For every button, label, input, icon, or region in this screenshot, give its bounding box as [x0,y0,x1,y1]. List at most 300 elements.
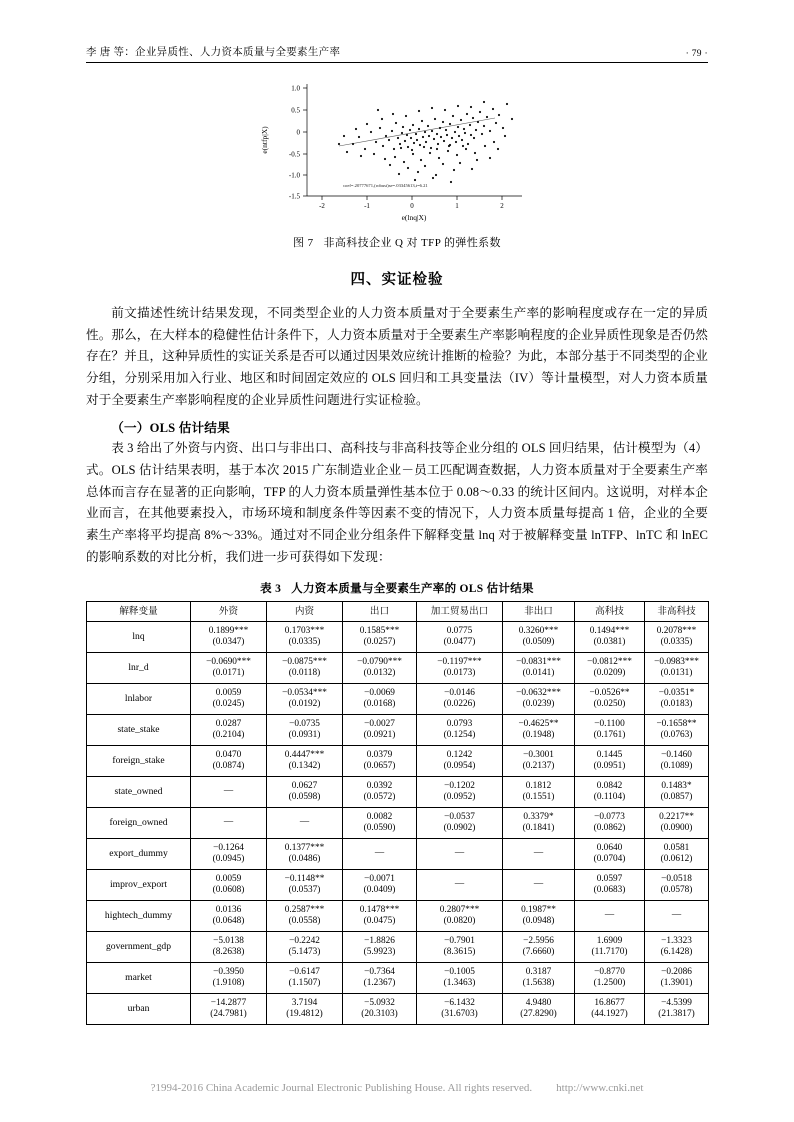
coefficient: −0.3950 [213,966,244,977]
table-cell [503,684,575,715]
row-variable: foreign_owned [87,808,191,839]
table-cell [575,653,645,684]
table-row [87,901,709,932]
table-cell [343,901,417,932]
row-variable: export_dummy [87,839,191,870]
coefficient: −0.0875*** [282,656,327,667]
ols-results-table [86,601,709,1025]
svg-text:1: 1 [455,202,459,210]
coefficient: — [671,910,682,921]
table-cell [417,901,503,932]
coefficient: 0.0842 [596,780,623,791]
std-error: (0.0902) [443,823,476,834]
column-header-0: 解释变量 [87,602,191,622]
copyright-text: ?1994-2016 China Academic Journal Electronic Publishing House. All rights reserved. [150,1082,533,1094]
table-cell [267,622,343,653]
std-error: (0.0381) [593,637,626,648]
std-error: (0.0820) [443,916,476,927]
coefficient: −6.1432 [444,997,475,1008]
table-cell [191,777,267,808]
coefficient: −0.0534*** [282,687,327,698]
coefficient: −0.0812*** [587,656,632,667]
std-error: (0.0704) [593,854,626,865]
table-header-row [87,602,709,622]
table-cell [575,932,645,963]
figure-caption [86,234,708,250]
table-cell [503,777,575,808]
coefficient: 0.0581 [663,842,690,853]
column-header-2: 内资 [267,602,343,622]
coefficient: 0.3187 [525,966,552,977]
figure-7-plot [247,74,547,224]
std-error: (0.0409) [363,885,396,896]
svg-text:-1.5: -1.5 [288,192,300,201]
coefficient: 0.2587*** [284,904,325,915]
svg-text:-0.5: -0.5 [288,150,300,159]
coefficient: 0.2807*** [439,904,480,915]
table-cell [267,746,343,777]
coefficient: 0.1483* [661,780,692,791]
table-cell [191,901,267,932]
svg-text:e(ntfp|X): e(ntfp|X) [260,126,269,154]
coefficient: 0.1242 [446,749,473,760]
coefficient: 0.1812 [525,780,552,791]
table-row [87,746,709,777]
std-error: (0.0951) [593,761,626,772]
std-error: (1.9108) [212,978,245,989]
table-cell [645,622,709,653]
table-cell [343,777,417,808]
table-cell [343,963,417,994]
table-cell [575,870,645,901]
std-error: (0.0683) [593,885,626,896]
table-cell [503,622,575,653]
coefficient: −5.0932 [364,997,395,1008]
std-error: (0.0874) [212,761,245,772]
footer-url: http://www.cnki.net [556,1082,644,1094]
table-cell [191,684,267,715]
coefficient: −0.1264 [213,842,244,853]
coefficient: −0.0069 [364,687,395,698]
running-head-title: 李 唐 等：企业异质性、人力资本质量与全要素生产率 [86,47,341,58]
coefficient: 0.0627 [291,780,318,791]
coefficient: 0.0793 [446,718,473,729]
table-title-text: 人力资本质量与全要素生产率的 OLS 估计结果 [291,583,534,596]
coefficient: −0.0027 [364,718,395,729]
std-error: (44.1927) [591,1009,628,1020]
std-error: (24.7981) [210,1009,247,1020]
table-cell [267,963,343,994]
std-error: (31.6703) [441,1009,478,1020]
std-error: (0.1948) [522,730,555,741]
std-error: (0.0183) [660,699,693,710]
row-variable: state_owned [87,777,191,808]
svg-text:-2: -2 [319,202,325,210]
std-error: (0.0657) [363,761,396,772]
coefficient: 0.0059 [215,873,242,884]
table-cell [417,653,503,684]
table-cell [503,963,575,994]
std-error: (5.1473) [288,947,321,958]
coefficient: 0.1445 [596,749,623,760]
coefficient: −0.7364 [364,966,395,977]
table-cell [645,684,709,715]
coefficient: 0.0082 [366,811,393,822]
std-error: (0.0763) [660,730,693,741]
table-row [87,963,709,994]
table-row [87,684,709,715]
coefficient: 0.1899*** [208,625,249,636]
table-cell [267,715,343,746]
table-row [87,777,709,808]
table-cell [191,653,267,684]
std-error: (0.0648) [212,916,245,927]
table-cell [645,808,709,839]
table-cell [343,839,417,870]
coefficient: 0.1377*** [284,842,325,853]
coefficient: −0.0773 [594,811,625,822]
std-error: (7.6660) [522,947,555,958]
std-error: (1.1507) [288,978,321,989]
coefficient: −1.8826 [364,935,395,946]
std-error: (0.0931) [288,730,321,741]
coefficient: −0.1005 [444,966,475,977]
coefficient: −14.2877 [210,997,247,1008]
coefficient: −0.1202 [444,780,475,791]
row-variable: improv_export [87,870,191,901]
row-variable: state_stake [87,715,191,746]
coefficient: 0.3379* [523,811,554,822]
std-error: (0.0945) [212,854,245,865]
svg-text:2: 2 [500,202,504,210]
table-cell [343,994,417,1025]
coefficient: 0.1987** [521,904,556,915]
std-error: (0.0598) [288,792,321,803]
table-row [87,808,709,839]
coefficient: 0.1703*** [284,625,325,636]
table-cell [645,870,709,901]
svg-text:-1: -1 [364,202,370,210]
coefficient: −0.0518 [661,873,692,884]
table-cell [503,870,575,901]
table-cell [267,932,343,963]
table-cell [503,653,575,684]
table-cell [417,870,503,901]
coefficient: −0.7901 [444,935,475,946]
table-cell [191,963,267,994]
header-divider [86,62,708,63]
table-cell [267,901,343,932]
table-cell [343,715,417,746]
std-error: (0.0335) [288,637,321,648]
table-row [87,839,709,870]
table-label: 表 3 [260,583,282,596]
std-error: (0.1254) [443,730,476,741]
std-error: (0.0347) [212,637,245,648]
coefficient: −2.5956 [523,935,554,946]
std-error: (0.0171) [212,668,245,679]
coefficient: 0.1585*** [359,625,400,636]
std-error: (0.2137) [522,761,555,772]
table-cell [645,715,709,746]
coefficient: −0.1460 [661,749,692,760]
std-error: (0.1551) [522,792,555,803]
coefficient: −0.0632*** [516,687,561,698]
std-error: (0.0226) [443,699,476,710]
table-cell [645,746,709,777]
paragraph-1: 前文描述性统计结果发现，不同类型企业的人力资本质量对于全要素生产率的影响程度或存在一定的异质性。那么，在大样本的稳健性估计条件下，人力资本质量对于全要素生产率影响程度的企业异质性现象是否仍然存在？并且，这种异质性的实证关系是否可以通过因果效应统计推断的检验？为此，本部分基于不同类型的企业分组，分别采用加入行业、地区和时间固定效应的 OLS 回归和工具变量法（IV）等计量模型，对人力资本质量对于全要素生产率影响程度的企业异质性问题进行实证检验。 [86,306,708,407]
coefficient: −1.3323 [661,935,692,946]
table-cell [503,808,575,839]
table-cell [417,808,503,839]
table-cell [343,746,417,777]
table-cell [267,870,343,901]
coefficient: −0.1197*** [437,656,482,667]
table-cell [645,777,709,808]
svg-text:0: 0 [410,202,414,210]
table-cell [645,653,709,684]
table-cell [503,901,575,932]
coefficient: −0.0537 [444,811,475,822]
std-error: (1.2500) [593,978,626,989]
std-error: (1.3901) [660,978,693,989]
std-error: (0.0572) [363,792,396,803]
footer [0,1082,794,1094]
row-variable: urban [87,994,191,1025]
std-error: (0.0118) [288,668,321,679]
std-error: (0.0132) [363,668,396,679]
table-cell [191,870,267,901]
table-cell [645,932,709,963]
std-error: (0.0948) [522,916,555,927]
coefficient: −0.1100 [594,718,625,729]
coefficient: −0.0690*** [206,656,251,667]
coefficient: 0.0136 [215,904,242,915]
table-cell [191,808,267,839]
table-row [87,715,709,746]
table-cell [503,746,575,777]
std-error: (0.0578) [660,885,693,896]
table-cell [575,746,645,777]
page-number: · 79 · [685,49,708,59]
table-cell [191,715,267,746]
column-header-4: 加工贸易出口 [417,602,503,622]
std-error: (0.0590) [363,823,396,834]
table-cell [645,901,709,932]
svg-text:1.0: 1.0 [291,84,300,93]
std-error: (0.2104) [212,730,245,741]
std-error: (0.0131) [660,668,693,679]
std-error: (0.0245) [212,699,245,710]
table-body [87,622,709,1025]
std-error: (8.3615) [443,947,476,958]
column-header-5: 非出口 [503,602,575,622]
coefficient: −4.5399 [661,997,692,1008]
coefficient: −0.0071 [364,873,395,884]
table-cell [267,808,343,839]
std-error: (0.0952) [443,792,476,803]
table-cell [417,684,503,715]
coefficient: 0.3260*** [518,625,559,636]
table-cell [503,994,575,1025]
coefficient: 0.2217** [659,811,694,822]
std-error: (11.7170) [591,947,628,958]
std-error: (0.0192) [288,699,321,710]
std-error: (0.0173) [443,668,476,679]
table-cell [417,963,503,994]
std-error: (0.0612) [660,854,693,865]
running-head [86,44,708,59]
table-cell [417,994,503,1025]
std-error: (19.4812) [286,1009,323,1020]
std-error: (0.1761) [593,730,626,741]
table-cell [575,684,645,715]
table-cell [343,870,417,901]
paragraph-2: 表 3 给出了外资与内资、出口与非出口、高科技与非高科技等企业分组的 OLS 回归结果，估计模型为（4）式。OLS 估计结果表明，基于本次 2015 广东制造业企业－员工匹配调查数据，人力资本质量对于全要素生产率总体而言存在显著的正向影响，TFP 的人力资本质量弹性基本位于 0.08～0.33 的统计区间内。这说明，对样本企业而言，在其他要素投入，市场环境和制度条件等因素不变的情况下，人力资本质量每提高 1 倍，企业的全要素生产率将平均提高 8%～33%。通过对不同企业分组条件下解释变量 lnq 对于被解释变量 lnTFP、lnTC 和 lnEC 的影响系数的对比分析，我们进一步可获得如下发现： [86,441,708,564]
row-variable: lnr_d [87,653,191,684]
std-error: (0.0141) [522,668,555,679]
row-variable: government_gdp [87,932,191,963]
coefficient: −0.0831*** [516,656,561,667]
std-error: (0.1089) [660,761,693,772]
std-error: (0.0537) [288,885,321,896]
std-error: (0.0335) [660,637,693,648]
std-error: (21.3817) [658,1009,695,1020]
table-cell [267,777,343,808]
coefficient: −0.1658** [656,718,697,729]
row-variable: lnlabor [87,684,191,715]
table-row [87,622,709,653]
std-error: (0.0558) [288,916,321,927]
coefficient: −0.3001 [523,749,554,760]
coefficient: −0.8770 [594,966,625,977]
coefficient: — [223,817,234,828]
coefficient: 3.7194 [291,997,318,1008]
coefficient: 0.0597 [596,873,623,884]
std-error: (6.1428) [660,947,693,958]
table-cell [575,901,645,932]
coefficient: 0.4447*** [284,749,325,760]
table-cell [191,994,267,1025]
std-error: (0.0857) [660,792,693,803]
std-error: (1.3463) [443,978,476,989]
table-cell [645,839,709,870]
std-error: (0.0509) [522,637,555,648]
table-cell [417,715,503,746]
table-cell [417,839,503,870]
table-cell [343,932,417,963]
std-error: (0.0250) [593,699,626,710]
table-cell [575,808,645,839]
std-error: (27.8290) [520,1009,557,1020]
coefficient: −0.1148** [284,873,325,884]
std-error: (1.2367) [363,978,396,989]
coefficient: 16.8677 [594,997,625,1008]
column-header-3: 出口 [343,602,417,622]
coefficient: −0.0983*** [654,656,699,667]
subsection-heading-ols: （一）OLS 估计结果 [111,421,230,436]
coefficient: −0.0790*** [357,656,402,667]
std-error: (0.0257) [363,637,396,648]
table-row [87,870,709,901]
coefficient: — [454,848,465,859]
coefficient: −0.6147 [289,966,320,977]
table-cell [417,932,503,963]
table-cell [267,684,343,715]
coefficient: 0.0470 [215,749,242,760]
std-error: (0.0477) [443,637,476,648]
table-cell [267,994,343,1025]
coefficient: −0.4625** [518,718,559,729]
coefficient: −0.0146 [444,687,475,698]
table-cell [191,839,267,870]
table-cell [343,653,417,684]
coefficient: 4.9480 [525,997,552,1008]
coefficient: −0.0526** [589,687,630,698]
coefficient: 0.0059 [215,687,242,698]
std-error: (0.1104) [593,792,626,803]
table-row [87,994,709,1025]
figure-label: 图 7 [293,237,314,249]
std-error: (0.0239) [522,699,555,710]
table-cell [575,777,645,808]
row-variable: foreign_stake [87,746,191,777]
table-cell [343,622,417,653]
std-error: (1.5638) [522,978,555,989]
table-cell [267,653,343,684]
std-error: (0.1841) [522,823,555,834]
row-variable: lnq [87,622,191,653]
coefficient: −0.0351* [658,687,695,698]
std-error: (0.0900) [660,823,693,834]
coefficient: — [299,817,310,828]
std-error: (5.9923) [363,947,396,958]
table-cell [343,684,417,715]
table-cell [417,622,503,653]
coefficient: 0.0379 [366,749,393,760]
table-cell [503,839,575,870]
table-row [87,932,709,963]
table-cell [575,963,645,994]
std-error: (0.0209) [593,668,626,679]
coefficient: — [604,910,615,921]
coefficient: 0.0392 [366,780,393,791]
coefficient: 0.1478*** [359,904,400,915]
table-cell [575,715,645,746]
svg-text:coef=.20777671,(robust)se=.033: coef=.20777671,(robust)se=.03345613,t=6.21 [343,183,428,188]
table-cell [645,994,709,1025]
coefficient: 0.2078*** [656,625,697,636]
table-cell [267,839,343,870]
column-header-1: 外资 [191,602,267,622]
std-error: (0.1342) [288,761,321,772]
table-cell [645,963,709,994]
table-row [87,653,709,684]
row-variable: market [87,963,191,994]
column-header-6: 高科技 [575,602,645,622]
coefficient: 0.1494*** [589,625,630,636]
std-error: (20.3103) [361,1009,398,1020]
figure-block [86,74,708,250]
table-caption [86,580,708,596]
coefficient: −0.2242 [289,935,320,946]
table-cell [417,777,503,808]
std-error: (0.0921) [363,730,396,741]
svg-text:-1.0: -1.0 [288,171,300,180]
table-cell [575,622,645,653]
section-heading: 四、实证检验 [350,272,444,288]
coefficient: — [454,879,465,890]
